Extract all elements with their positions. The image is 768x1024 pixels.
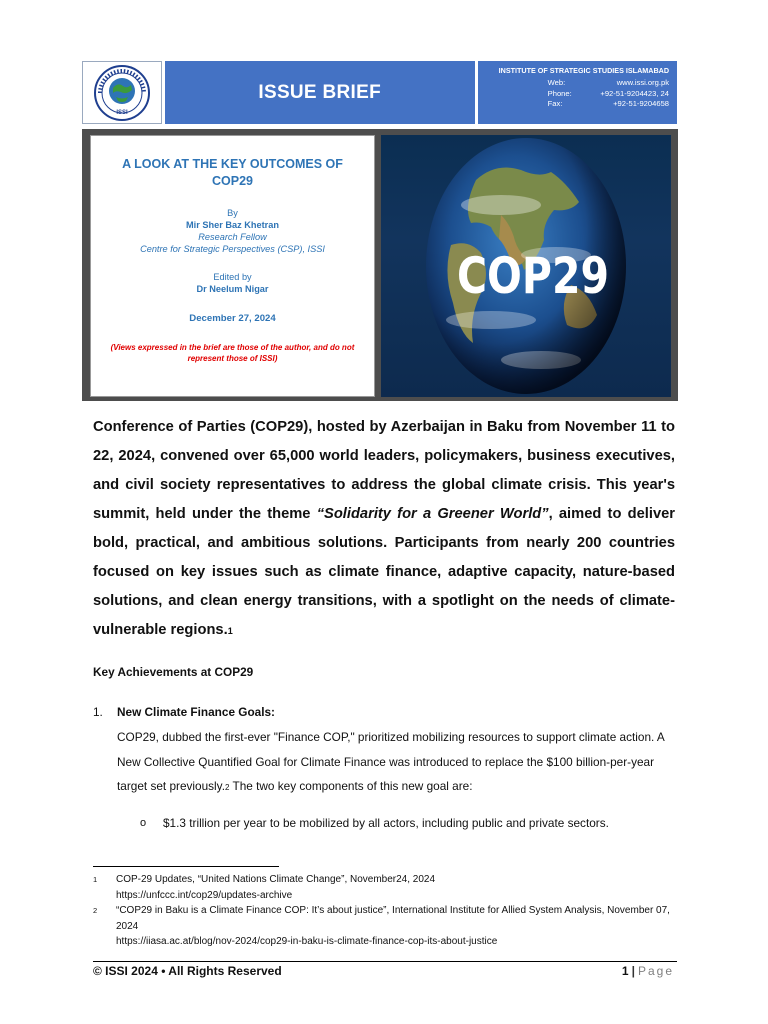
footnote-number: 1 [93,875,98,884]
brief-title: A LOOK AT THE KEY OUTCOMES OF COP29 [122,157,343,188]
edited-by-label: Edited by [213,272,252,282]
fax-row [486,99,669,110]
cop29-globe-image [381,135,671,397]
finance-text-1: COP29, dubbed the first-ever "Finance COP," prioritized mobilizing resources to support climate action. A New Collective Quantified Goal for Climate Finance was introduced to replace the $100 billion-per-year target set previously. [117,730,665,793]
author-role: Research Fellow [198,232,267,242]
bullet-item: $1.3 trillion per year to be mobilized by all actors, including public and private sectors. [163,816,609,830]
phone-label: Phone: [547,88,572,98]
contact-info [478,61,677,124]
svg-text:COP29: COP29 [456,247,610,306]
feature-band [82,129,678,401]
svg-text:ISSI: ISSI [116,109,128,116]
earth-globe-icon [381,135,671,397]
page-header [82,61,677,124]
finance-text-2: The two key components of this new goal are: [229,779,473,793]
footnote-ref-1[interactable]: 1 [227,626,233,636]
page-indicator [622,964,674,978]
footnote-link[interactable]: https://unfccc.int/cop29/updates-archive [116,889,293,901]
institute-name: INSTITUTE OF STRATEGIC STUDIES ISLAMABAD [498,66,670,75]
disclaimer: (Views expressed in the brief are those of the author, and do not represent those of ISSI) [110,343,355,363]
fax-label: Fax: [547,99,563,108]
footnote-ref-2[interactable]: 2 [224,783,230,792]
web-value[interactable]: www.issi.org.pk [616,78,670,87]
web-row [486,78,669,89]
footnotes [93,872,673,950]
intro-text-2: , aimed to deliver bold, practical, and ambitious solutions. Participants from nearly 200 countries focused on key issues such as climate finance, adaptive capacity, nature-based solutions, and clean energy transitions, with a spotlight on the needs of climate-vulnerable regions. [93,506,675,638]
publication-date: December 27, 2024 [189,313,276,324]
intro-paragraph [93,413,675,646]
author-centre: Centre for Strategic Perspectives (CSP), ISSI [140,244,325,254]
bullet-marker: o [140,817,147,829]
fax-value: +92-51-9204658 [613,99,670,108]
footnote-number: 2 [93,906,98,915]
list-number: 1. [93,705,103,719]
footnote [93,903,673,950]
footnote-citation: COP-29 Updates, “United Nations Climate Change”, November24, 2024 [116,874,436,885]
finance-paragraph [117,725,677,801]
issue-brief-label: ISSUE BRIEF [165,61,475,124]
intro-text-1: Conference of Parties (COP29), hosted by Azerbaijan in Baku from November 11 to 22, 2024, convened over 65,000 world leaders, policymakers, business executives, and civil society representatives to address the global climate crisis. This year's summit, held under the theme [93,419,675,522]
footnote-link[interactable]: https://iiasa.ac.at/blog/nov-2024/cop29-in-baku-is-climate-finance-cop-its-about-justice [116,936,498,947]
copyright-notice: © ISSI 2024 • All Rights Reserved [93,964,282,978]
section-heading: Key Achievements at COP29 [93,665,254,679]
web-label: Web: [547,78,566,87]
footnote-citation: “COP29 in Baku is a Climate Finance COP: It’s about justice”, International Institute for Allied System Analysis, November 07, 2024 [116,905,670,932]
issi-logo [82,61,162,124]
footnote-divider [93,866,279,867]
page-label: Page [637,964,674,978]
list-item-title: New Climate Finance Goals: [117,705,275,719]
author-name: Mir Sher Baz Khetran [186,220,279,230]
summit-theme: “Solidarity for a Greener World” [316,506,549,522]
page-separator: | [631,964,635,978]
by-label: By [227,208,238,218]
issi-seal-icon [86,64,158,122]
footer-divider [93,961,677,962]
phone-value: +92-51-9204423, 24 [600,88,670,98]
phone-row [486,89,669,100]
page-number: 1 [621,964,629,978]
title-panel [90,135,375,397]
editor-name: Dr Neelum Nigar [196,284,269,294]
footnote [93,872,673,903]
